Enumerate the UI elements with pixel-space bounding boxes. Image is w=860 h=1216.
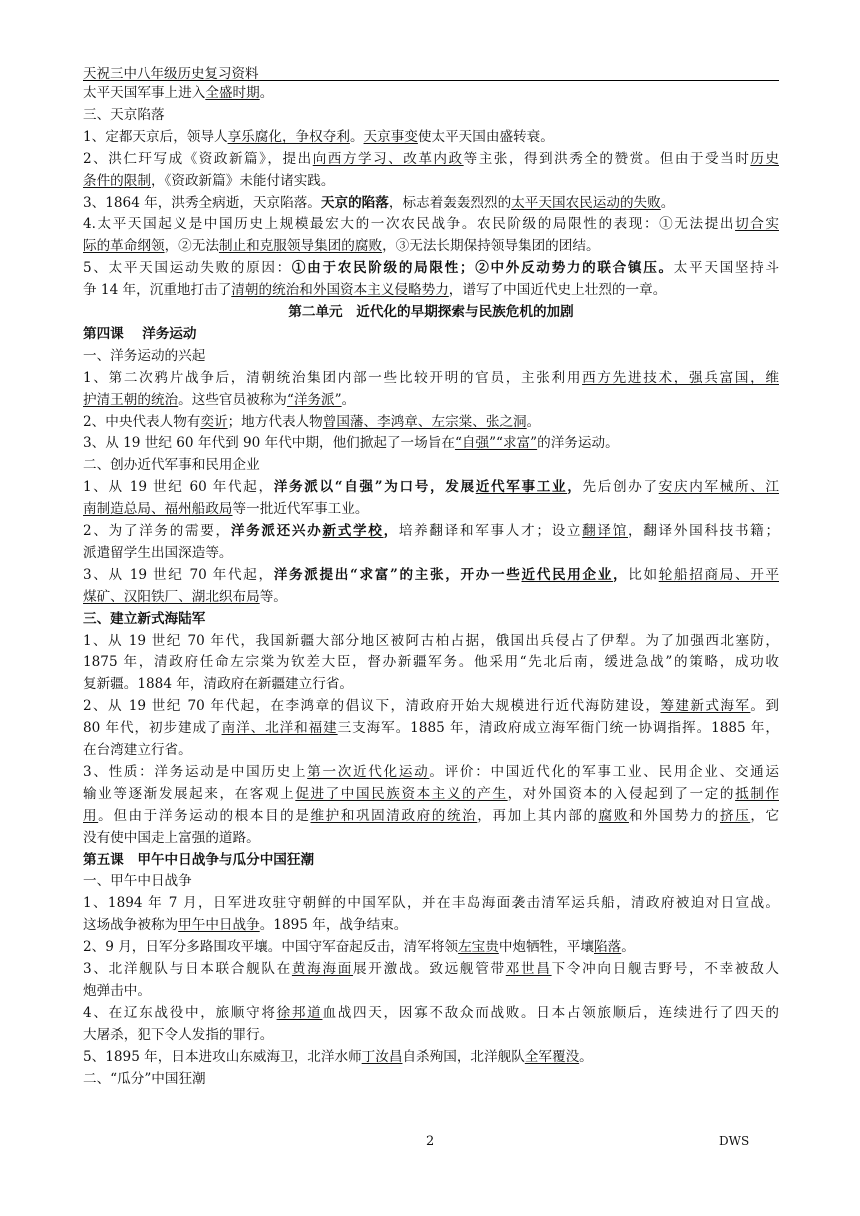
- underlined-text: 奕䜣: [200, 413, 228, 430]
- text-segment: 培养翻译和军事人才；设立: [398, 523, 583, 540]
- text-line: [83, 280, 779, 302]
- document-header: 天祝三中八年级历史复习资料: [83, 66, 259, 82]
- text-segment: 三支海军。1885 年，清政府成立海军衙门统一协调指挥。1885 年，: [337, 720, 779, 737]
- underlined-text: 向西方学习、改革内政: [312, 150, 464, 167]
- text-segment: 2、中央代表人物有: [83, 413, 201, 430]
- underlined-text: 腐败: [598, 807, 629, 824]
- text-segment: 。: [259, 85, 274, 101]
- text-segment: 。: [579, 1048, 593, 1065]
- text-segment: 4、在辽东战役中，旅顺守将: [83, 1004, 277, 1021]
- text-segment: 比如: [628, 566, 659, 583]
- underlined-text: 近代民用企业: [521, 566, 613, 583]
- text-line: [83, 587, 779, 609]
- underlined-text: 徐邦道: [276, 1004, 323, 1021]
- underlined-text: “自强”“求富”: [454, 435, 538, 452]
- text-segment: ①由于农民阶级的局限性；②中外反动势力的联合镇压。: [291, 260, 674, 277]
- text-segment: 天京的陷落: [320, 194, 389, 211]
- underlined-text: 新式学校: [322, 523, 384, 540]
- text-segment: 先后创办了: [582, 479, 659, 496]
- text-line: [83, 543, 779, 565]
- text-segment: 。这些官员被称为: [178, 391, 287, 408]
- text-segment: 1、从 19 世纪 60 年代起，: [83, 479, 274, 496]
- text-segment: 太平天国坚持斗: [673, 260, 779, 277]
- underlined-text: 筹建新式海军: [660, 698, 751, 715]
- text-segment: ，再加上其内部的: [477, 807, 599, 824]
- text-segment: 展开激战。致远舰管带: [353, 961, 506, 978]
- footer-mark: DWS: [719, 1134, 750, 1148]
- text-segment: 争 14 年，沉重地打击了: [83, 282, 232, 299]
- text-segment: 输业等逐渐发展起来，在客观上: [83, 785, 296, 802]
- text-line: [83, 652, 779, 674]
- text-segment: 2、为了洋务的需要，: [83, 523, 231, 540]
- text-segment: 等。: [259, 588, 287, 605]
- underlined-text: 维护和巩固清政府的统治: [310, 807, 478, 824]
- text-segment: 等一批近代军事工业。: [232, 501, 369, 518]
- text-segment: 三、天京陷落: [83, 106, 165, 123]
- underlined-text: 翻译馆: [582, 523, 628, 540]
- text-segment: 二、创办近代军事和民用企业: [83, 457, 260, 474]
- text-segment: 在台湾建立行省。: [83, 742, 192, 759]
- text-segment: 二、“瓜分”中国狂潮: [83, 1070, 206, 1087]
- document-body: [83, 83, 779, 1090]
- text-line: [83, 105, 779, 127]
- text-segment: 使太平天国由盛转衰。: [417, 128, 554, 145]
- text-segment: 第五课 甲午中日战争与瓜分中国狂潮: [83, 851, 315, 868]
- text-segment: 洋务派以“自强”为口号，发展: [273, 479, 476, 496]
- text-segment: 等主张，得到洪秀全的赞赏。但由于受当时: [463, 150, 751, 167]
- text-line: [83, 1047, 779, 1069]
- underlined-text: 促进了中国民族资本主义的产生: [295, 785, 508, 802]
- text-segment: 1875 年，清政府任命左宗棠为钦差大臣，督办新疆军务。他采用“先北后南，缓进急战”的策略，成功收: [83, 654, 779, 671]
- text-line: [83, 127, 779, 149]
- text-segment: 没有使中国走上富强的道路。: [83, 829, 260, 846]
- underlined-text: 南制造总局、福州船政局: [83, 501, 233, 518]
- text-segment: 的洋务运动。: [537, 435, 619, 452]
- text-segment: ，③无法长期保持领导集团的团结。: [382, 238, 600, 255]
- text-line: [83, 850, 779, 872]
- text-line: [83, 674, 779, 696]
- text-line: [83, 609, 779, 631]
- page-number: 2: [426, 1134, 435, 1149]
- text-segment: 3、1864 年，洪秀全病逝，天京陷落。: [83, 194, 321, 211]
- underlined-text: 抵制作: [735, 785, 779, 802]
- text-segment: ，谱写了中国近代史上壮烈的一章。: [448, 282, 667, 299]
- text-line: [83, 806, 779, 828]
- text-segment: 。: [526, 413, 541, 430]
- text-segment: 。1895 年，战争结束。: [259, 917, 408, 934]
- text-segment: 这场战争被称为: [83, 917, 179, 934]
- text-segment: 1、1894 年 7 月，日军进攻驻守朝鲜的中国军队，并在丰岛海面袭击清军运兵船，清政府被迫对日宣战。: [83, 895, 779, 912]
- underlined-text: 享乐腐化，争权夺利: [227, 128, 350, 145]
- text-segment: 3、北洋舰队与日本联合舰队在: [83, 961, 292, 978]
- text-line: [83, 193, 779, 215]
- text-line: [83, 762, 779, 784]
- text-segment: ，: [383, 523, 399, 540]
- underlined-text: “洋务派”: [286, 391, 342, 408]
- underlined-text: 全军覆没: [524, 1048, 580, 1065]
- text-segment: ，标志着轰轰烈烈的: [388, 194, 512, 211]
- text-segment: ，对外国资本的入侵起到了一定的: [507, 785, 736, 802]
- text-segment: 3、从 19 世纪 60 年代到 90 年代中期，他们掀起了一场旨在: [83, 435, 455, 452]
- text-segment: 3、性质：洋务运动是中国历史上: [83, 763, 308, 780]
- underlined-text: 煤矿、汉阳铁厂、湖北织布局: [83, 588, 260, 605]
- underlined-text: 左宝贵: [458, 939, 499, 956]
- text-line: [83, 324, 779, 346]
- underlined-text: 第一次近代化运动: [307, 763, 430, 780]
- text-line: [83, 455, 779, 477]
- text-segment: 。: [660, 194, 675, 211]
- underlined-text: 太平天国农民运动的失败: [511, 194, 661, 211]
- text-line: [83, 236, 779, 258]
- text-line: [83, 83, 779, 105]
- underlined-text: 天京事变: [363, 128, 418, 145]
- text-segment: 中炮牺牲，平壤: [498, 939, 594, 956]
- text-segment: 洋务派提出“求富”的主张，开办一些: [273, 566, 522, 583]
- text-segment: 。: [621, 939, 635, 956]
- text-segment: 4.太平天国起义是中国历史上规模最宏大的一次农民战争。农民阶级的局限性的表现：①无法提出: [83, 216, 736, 233]
- underlined-text: 清朝的统治和外国资本主义侵略势力: [231, 282, 449, 299]
- text-line: [83, 784, 779, 806]
- text-segment: 2、洪仁玕写成《资政新篇》，提出: [83, 150, 313, 167]
- text-line: [83, 149, 779, 171]
- underlined-text: 西方先进技术，强兵富国，维: [582, 369, 779, 386]
- text-segment: 。但由于洋务运动的根本目的是: [98, 807, 311, 824]
- text-line: [83, 696, 779, 718]
- text-segment: 和外国势力的: [628, 807, 720, 824]
- text-segment: 3、从 19 世纪 70 年代起，: [83, 566, 274, 583]
- underlined-text: 曾国藩、李鸿章、左宗棠、张之洞: [322, 413, 527, 430]
- text-segment: ，它: [750, 807, 779, 824]
- underlined-text: 全盛时期: [205, 85, 260, 101]
- text-line: [83, 915, 779, 937]
- text-segment: ，: [612, 566, 629, 583]
- text-segment: 1、定都天京后，领导人: [83, 128, 228, 145]
- text-segment: ，: [567, 479, 583, 496]
- text-line: [83, 981, 779, 1003]
- text-segment: 一、甲午中日战争: [83, 873, 192, 890]
- underlined-text: 邓世昌: [505, 961, 552, 978]
- text-segment: 2、从 19 世纪 70 年代起，在李鸿章的倡议下，清政府开始大规模进行近代海防建设，: [83, 698, 661, 715]
- underlined-text: 甲午中日战争: [178, 917, 260, 934]
- text-line: [83, 433, 779, 455]
- text-line: [83, 346, 779, 368]
- text-line: [83, 937, 779, 959]
- underlined-text: 际的革命纲领: [83, 238, 165, 255]
- text-line: [83, 499, 779, 521]
- text-segment: 。: [341, 391, 356, 408]
- text-segment: ，翻译外国科技书籍；: [627, 523, 779, 540]
- underlined-text: 陷落: [594, 939, 622, 956]
- text-segment: 5、1895 年，日本进攻山东威海卫，北洋水师: [83, 1048, 362, 1065]
- text-line: [83, 390, 779, 412]
- text-line: [83, 171, 779, 193]
- underlined-text: 黄海海面: [291, 961, 354, 978]
- text-segment: 2、9 月，日军分多路围攻平壤。中国守军奋起反击，清军将领: [83, 939, 459, 956]
- text-segment: 第四课 洋务运动: [83, 325, 197, 342]
- header-rule: [83, 80, 779, 81]
- text-segment: 。: [349, 128, 364, 145]
- underlined-text: 历史: [750, 150, 779, 167]
- underlined-text: 丁汝昌: [361, 1048, 403, 1065]
- text-segment: 炮弹击中。: [83, 982, 151, 999]
- text-segment: 复新疆。1884 年，清政府在新疆建立行省。: [83, 676, 354, 693]
- text-segment: 80 年代，初步建成了: [83, 720, 222, 737]
- text-segment: 一、洋务运动的兴起: [83, 347, 206, 364]
- text-segment: 下令冲向日舰吉野号，不幸被敌人: [551, 961, 779, 978]
- text-segment: 1、从 19 世纪 70 年代，我国新疆大部分地区被阿古柏占据，俄国出兵侵占了伊犁。为了加强西北塞防，: [83, 632, 779, 649]
- text-segment: 洋务派还兴办: [230, 523, 323, 540]
- underlined-text: 制止和克服领导集团的腐败: [218, 238, 383, 255]
- text-line: [83, 368, 779, 390]
- text-line: [83, 565, 779, 587]
- text-segment: ，②无法: [164, 238, 219, 255]
- text-line: [83, 1069, 779, 1091]
- underlined-text: 护清王朝的统治: [83, 391, 179, 408]
- underlined-text: 用: [83, 807, 99, 824]
- text-line: [83, 521, 779, 543]
- underlined-text: 轮船招商局、开平: [658, 566, 779, 583]
- text-segment: 派遣留学生出国深造等。: [83, 544, 233, 561]
- text-line: [83, 214, 779, 236]
- text-line: [83, 477, 779, 499]
- text-segment: ，《资政新篇》未能付诸实践。: [150, 172, 335, 189]
- text-segment: 血战四天，因寡不敌众而战败。日本占领旅顺后，连续进行了四天的: [322, 1004, 779, 1021]
- underlined-text: 切合实: [735, 216, 779, 233]
- text-line: [83, 828, 779, 850]
- underlined-text: 南洋、北洋和福建: [221, 720, 338, 737]
- text-line: [83, 258, 779, 280]
- text-segment: 自杀殉国，北洋舰队: [402, 1048, 525, 1065]
- underlined-text: 安庆内军械所、江: [658, 479, 779, 496]
- underlined-text: 条件的限制: [83, 172, 151, 189]
- unit-title: [83, 302, 779, 324]
- underlined-text: 近代军事工业: [475, 479, 568, 496]
- text-segment: 。到: [750, 698, 779, 715]
- text-line: [83, 1025, 779, 1047]
- text-segment: ；地方代表人物: [227, 413, 323, 430]
- underlined-text: 挤压: [719, 807, 751, 824]
- text-line: [83, 740, 779, 762]
- text-line: [83, 718, 779, 740]
- text-line: [83, 871, 779, 893]
- text-segment: 5、太平天国运动失败的原因：: [83, 260, 292, 277]
- text-segment: 太平天国军事上进入: [83, 85, 206, 101]
- text-segment: 第二单元 近代化的早期探索与民族危机的加剧: [288, 304, 574, 321]
- text-line: [83, 959, 779, 981]
- text-line: [83, 893, 779, 915]
- text-line: [83, 1003, 779, 1025]
- text-segment: 。评价：中国近代化的军事工业、民用企业、交通运: [429, 763, 779, 780]
- text-segment: 三、建立新式海陆军: [83, 610, 206, 627]
- text-segment: 1、第二次鸦片战争后，清朝统治集团内部一些比较开明的官员，主张利用: [83, 369, 583, 386]
- text-segment: 大屠杀，犯下令人发指的罪行。: [83, 1026, 274, 1043]
- text-line: [83, 631, 779, 653]
- text-line: [83, 412, 779, 434]
